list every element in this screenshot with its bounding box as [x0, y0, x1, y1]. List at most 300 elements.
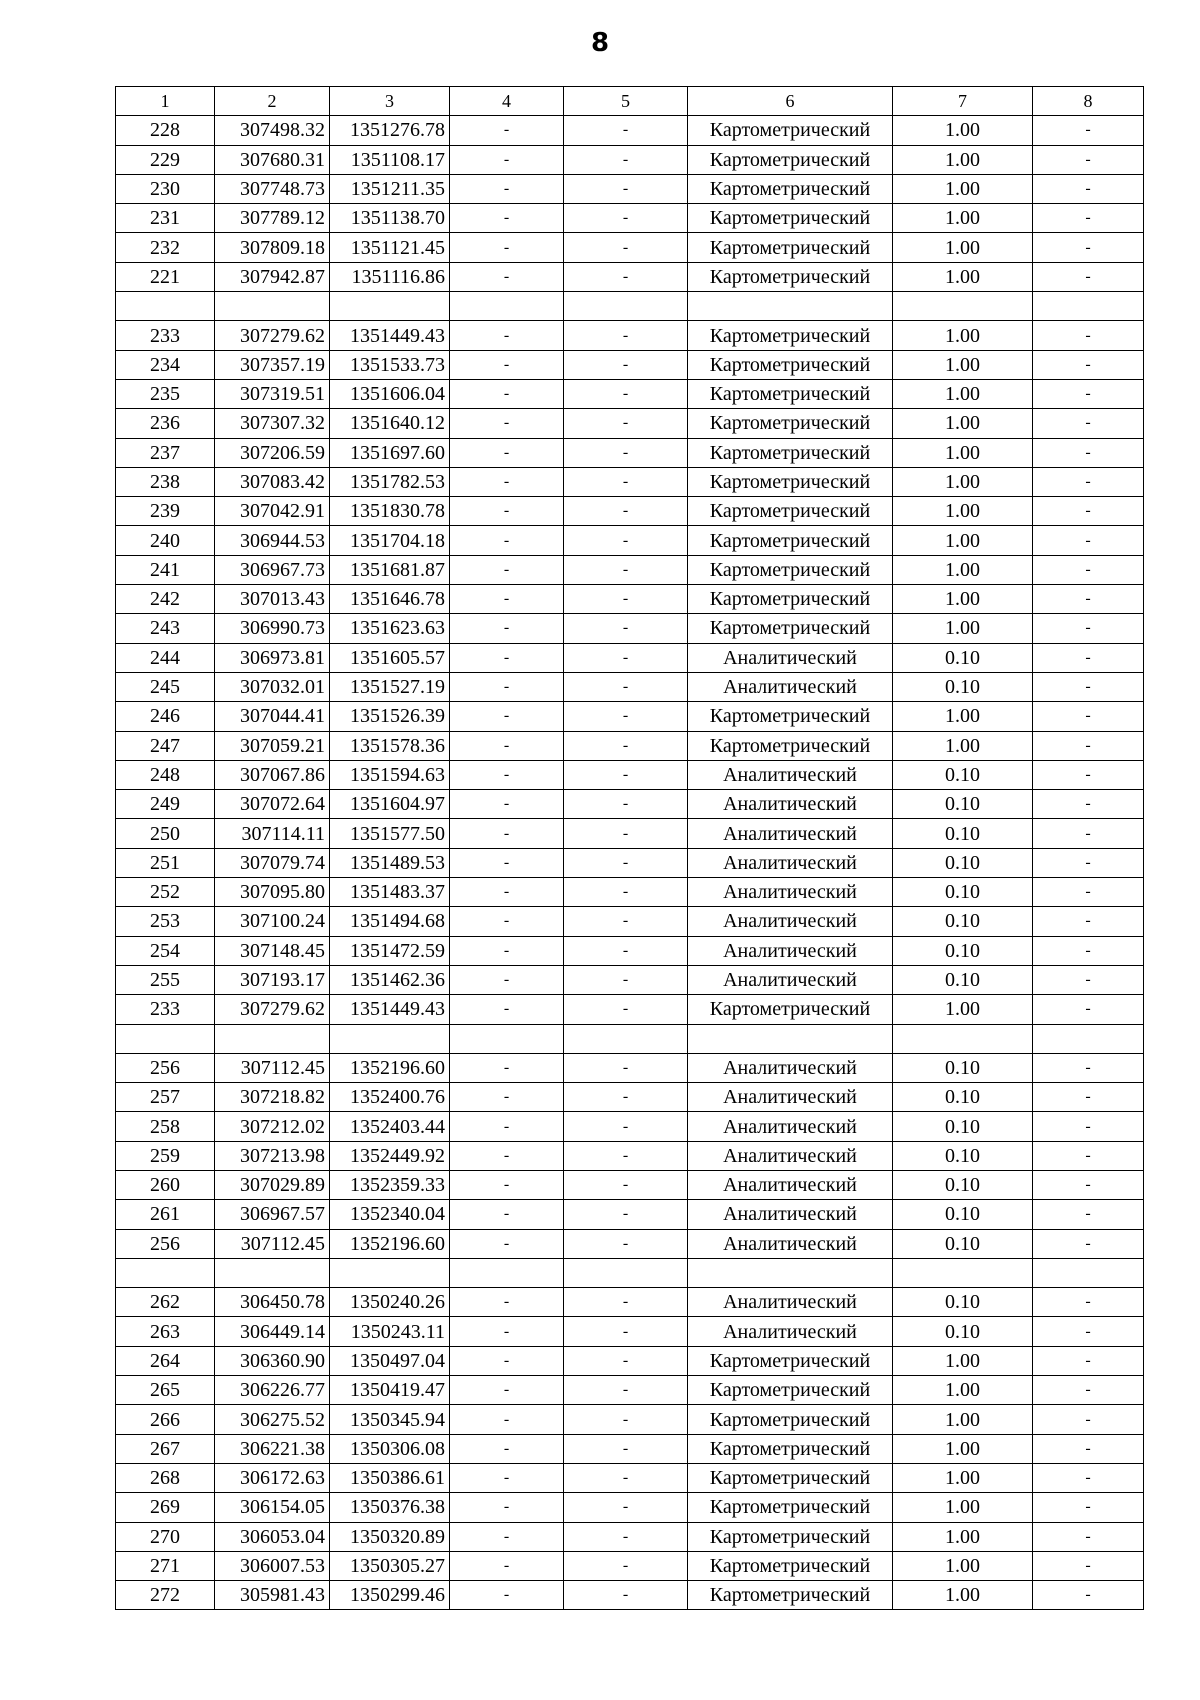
table-cell: - [450, 907, 564, 936]
table-cell: 1352340.04 [330, 1200, 450, 1229]
table-cell: Картометрический [688, 1463, 893, 1492]
table-cell: Аналитический [688, 1083, 893, 1112]
table-cell: 1352196.60 [330, 1229, 450, 1258]
table-cell: - [450, 321, 564, 350]
table-cell: 0.10 [893, 1053, 1033, 1082]
table-cell: - [564, 760, 688, 789]
table-cell: - [1033, 702, 1144, 731]
table-cell: 1350419.47 [330, 1376, 450, 1405]
table-cell: - [564, 1112, 688, 1141]
table-cell: - [564, 907, 688, 936]
table-cell: Картометрический [688, 409, 893, 438]
table-cell: 0.10 [893, 760, 1033, 789]
table-cell: 242 [116, 585, 215, 614]
table-cell: - [1033, 526, 1144, 555]
table-cell: 252 [116, 878, 215, 907]
table-row [116, 907, 1144, 936]
table-cell: - [564, 555, 688, 584]
column-header: 3 [330, 87, 450, 116]
table-row [116, 672, 1144, 701]
table-cell: 251 [116, 848, 215, 877]
separator-row [116, 1024, 1144, 1053]
table-cell: Картометрический [688, 204, 893, 233]
table-cell: Картометрический [688, 174, 893, 203]
table-cell: - [564, 379, 688, 408]
table-cell: 1351138.70 [330, 204, 450, 233]
table-cell: 1351578.36 [330, 731, 450, 760]
table-cell: 307079.74 [215, 848, 330, 877]
table-cell: - [1033, 907, 1144, 936]
table-cell: 306154.05 [215, 1493, 330, 1522]
table-cell [688, 1024, 893, 1053]
table-cell: Аналитический [688, 936, 893, 965]
table-cell: - [450, 643, 564, 672]
table-cell: - [450, 790, 564, 819]
table-cell: 0.10 [893, 1141, 1033, 1170]
table-cell: 1351449.43 [330, 321, 450, 350]
table-cell: 1352403.44 [330, 1112, 450, 1141]
table-cell: - [564, 497, 688, 526]
table-cell: 1351533.73 [330, 350, 450, 379]
table-cell [116, 292, 215, 321]
table-cell: 229 [116, 145, 215, 174]
column-header: 8 [1033, 87, 1144, 116]
table-cell: - [1033, 116, 1144, 145]
table-cell: - [450, 760, 564, 789]
table-cell: 1351830.78 [330, 497, 450, 526]
table-cell: 307680.31 [215, 145, 330, 174]
table-cell: 270 [116, 1522, 215, 1551]
table-row [116, 1317, 1144, 1346]
table-cell: - [1033, 1112, 1144, 1141]
column-header: 6 [688, 87, 893, 116]
table-cell: 264 [116, 1346, 215, 1375]
table-cell: Картометрический [688, 1376, 893, 1405]
table-cell: Аналитический [688, 1288, 893, 1317]
table-cell: 1.00 [893, 614, 1033, 643]
table-cell: 228 [116, 116, 215, 145]
table-cell: - [450, 819, 564, 848]
table-cell: 230 [116, 174, 215, 203]
table-cell: 306360.90 [215, 1346, 330, 1375]
table-cell: - [1033, 672, 1144, 701]
table-cell: - [450, 1493, 564, 1522]
table-cell: 1351526.39 [330, 702, 450, 731]
table-cell: Аналитический [688, 1317, 893, 1346]
table-cell: 249 [116, 790, 215, 819]
table-cell: - [564, 174, 688, 203]
table-cell: 306990.73 [215, 614, 330, 643]
table-cell [450, 1258, 564, 1287]
table-cell: - [450, 1083, 564, 1112]
table-row [116, 1493, 1144, 1522]
table-row [116, 1170, 1144, 1199]
table-cell: 1.00 [893, 555, 1033, 584]
table-cell: 248 [116, 760, 215, 789]
table-cell: - [1033, 379, 1144, 408]
table-cell: - [564, 526, 688, 555]
table-cell: Картометрический [688, 438, 893, 467]
column-header: 2 [215, 87, 330, 116]
table-cell: - [1033, 1170, 1144, 1199]
table-cell: Картометрический [688, 1434, 893, 1463]
table-cell: 1351640.12 [330, 409, 450, 438]
table-cell: 307083.42 [215, 467, 330, 496]
table-row [116, 1551, 1144, 1580]
table-cell: - [1033, 350, 1144, 379]
table-cell: - [1033, 1288, 1144, 1317]
table-cell: Картометрический [688, 702, 893, 731]
table-cell: - [564, 995, 688, 1024]
table-cell: - [1033, 790, 1144, 819]
table-cell: - [450, 1376, 564, 1405]
table-cell: 1.00 [893, 1493, 1033, 1522]
table-row [116, 614, 1144, 643]
table-cell: 0.10 [893, 936, 1033, 965]
table-cell: - [1033, 409, 1144, 438]
table-cell [564, 292, 688, 321]
table-cell: - [450, 965, 564, 994]
table-cell: Картометрический [688, 116, 893, 145]
table-cell: 1.00 [893, 116, 1033, 145]
table-cell: - [450, 672, 564, 701]
table-cell: 307100.24 [215, 907, 330, 936]
table-cell [116, 1258, 215, 1287]
table-cell: Аналитический [688, 819, 893, 848]
table-cell: 0.10 [893, 848, 1033, 877]
table-cell: 240 [116, 526, 215, 555]
table-cell: 307498.32 [215, 116, 330, 145]
table-cell: 262 [116, 1288, 215, 1317]
table-cell: 246 [116, 702, 215, 731]
table-cell: 1350345.94 [330, 1405, 450, 1434]
table-cell: 307112.45 [215, 1053, 330, 1082]
table-cell: - [564, 1522, 688, 1551]
table-row [116, 1288, 1144, 1317]
table-cell: 260 [116, 1170, 215, 1199]
table-cell: - [564, 848, 688, 877]
table-cell [1033, 1258, 1144, 1287]
table-cell: 307218.82 [215, 1083, 330, 1112]
table-row [116, 1522, 1144, 1551]
table-cell: 268 [116, 1463, 215, 1492]
table-cell: 0.10 [893, 790, 1033, 819]
table-cell: 1.00 [893, 467, 1033, 496]
table-cell: - [564, 1229, 688, 1258]
table-cell: 307042.91 [215, 497, 330, 526]
table-cell: 307013.43 [215, 585, 330, 614]
table-cell: - [564, 350, 688, 379]
table-cell: 243 [116, 614, 215, 643]
table-row [116, 409, 1144, 438]
table-cell: 0.10 [893, 1200, 1033, 1229]
table-cell: 1.00 [893, 350, 1033, 379]
table-cell: 306973.81 [215, 643, 330, 672]
table-cell: 307059.21 [215, 731, 330, 760]
table-cell [215, 1258, 330, 1287]
table-cell: 256 [116, 1053, 215, 1082]
table-cell: 307067.86 [215, 760, 330, 789]
column-header: 5 [564, 87, 688, 116]
table-cell: 306449.14 [215, 1317, 330, 1346]
table-cell: 244 [116, 643, 215, 672]
table-cell: 1.00 [893, 995, 1033, 1024]
table-cell: 1351116.86 [330, 262, 450, 291]
table-cell: - [564, 1170, 688, 1199]
table-cell: Картометрический [688, 467, 893, 496]
table-cell: - [564, 965, 688, 994]
table-cell: 239 [116, 497, 215, 526]
table-cell: 265 [116, 1376, 215, 1405]
table-cell: 0.10 [893, 965, 1033, 994]
table-cell: 1351211.35 [330, 174, 450, 203]
table-cell [116, 1024, 215, 1053]
table-cell: - [450, 702, 564, 731]
table-cell: - [564, 614, 688, 643]
table-row [116, 790, 1144, 819]
table-cell: 307193.17 [215, 965, 330, 994]
table-cell: 1.00 [893, 379, 1033, 408]
table-cell: - [1033, 1551, 1144, 1580]
table-cell: Аналитический [688, 1170, 893, 1199]
table-row [116, 497, 1144, 526]
table-row [116, 731, 1144, 760]
table-cell: - [1033, 262, 1144, 291]
table-row [116, 1083, 1144, 1112]
table-row [116, 467, 1144, 496]
table-cell: 1351577.50 [330, 819, 450, 848]
table-cell: 1351108.17 [330, 145, 450, 174]
table-cell [1033, 1024, 1144, 1053]
table-cell: Картометрический [688, 1346, 893, 1375]
table-cell: 1351704.18 [330, 526, 450, 555]
table-cell: - [1033, 1581, 1144, 1610]
table-cell: - [450, 848, 564, 877]
table-cell: Картометрический [688, 145, 893, 174]
table-cell: 0.10 [893, 1317, 1033, 1346]
table-row [116, 262, 1144, 291]
table-cell: - [450, 1463, 564, 1492]
table-cell: 1.00 [893, 1376, 1033, 1405]
table-cell: 0.10 [893, 1083, 1033, 1112]
table-cell: - [450, 204, 564, 233]
table-cell: Аналитический [688, 790, 893, 819]
table-cell: - [450, 1346, 564, 1375]
table-cell: 1350240.26 [330, 1288, 450, 1317]
table-cell: 1351276.78 [330, 116, 450, 145]
table-cell: - [564, 672, 688, 701]
table-cell: - [1033, 1317, 1144, 1346]
table-cell: 236 [116, 409, 215, 438]
table-cell: 1350299.46 [330, 1581, 450, 1610]
table-cell [688, 1258, 893, 1287]
table-cell: 0.10 [893, 878, 1033, 907]
table-cell: 306007.53 [215, 1551, 330, 1580]
table-cell: - [564, 1346, 688, 1375]
table-cell: - [564, 643, 688, 672]
table-cell: 307789.12 [215, 204, 330, 233]
table-cell: 0.10 [893, 1229, 1033, 1258]
table-cell: Картометрический [688, 321, 893, 350]
table-cell: - [450, 1288, 564, 1317]
table-cell: 1351121.45 [330, 233, 450, 262]
table-body [116, 116, 1144, 1610]
table-row [116, 702, 1144, 731]
table-cell [893, 1024, 1033, 1053]
table-cell: - [450, 1170, 564, 1199]
table-cell: 1.00 [893, 1581, 1033, 1610]
table-cell: - [1033, 995, 1144, 1024]
table-cell: 263 [116, 1317, 215, 1346]
table-cell: Аналитический [688, 672, 893, 701]
table-cell [893, 292, 1033, 321]
table-cell: - [564, 585, 688, 614]
table-cell: Картометрический [688, 731, 893, 760]
table-cell: Аналитический [688, 760, 893, 789]
table-cell: 233 [116, 321, 215, 350]
table-cell: 245 [116, 672, 215, 701]
table-row [116, 936, 1144, 965]
table-cell: - [450, 1581, 564, 1610]
table-cell: - [1033, 233, 1144, 262]
table-cell: - [450, 262, 564, 291]
table-cell: 0.10 [893, 1112, 1033, 1141]
table-row [116, 350, 1144, 379]
table-cell: - [1033, 204, 1144, 233]
table-cell: 306450.78 [215, 1288, 330, 1317]
table-cell: 1.00 [893, 174, 1033, 203]
table-cell: - [450, 1200, 564, 1229]
table-cell: Картометрический [688, 1522, 893, 1551]
table-cell: 0.10 [893, 907, 1033, 936]
table-cell: Картометрический [688, 262, 893, 291]
table-cell: - [450, 497, 564, 526]
table-cell: 307748.73 [215, 174, 330, 203]
table-cell: Картометрический [688, 379, 893, 408]
table-cell: Аналитический [688, 1053, 893, 1082]
table-cell: 1350320.89 [330, 1522, 450, 1551]
table-cell: 306053.04 [215, 1522, 330, 1551]
table-cell: - [564, 1376, 688, 1405]
table-cell: - [450, 526, 564, 555]
table-cell: 307307.32 [215, 409, 330, 438]
table-cell: 1.00 [893, 321, 1033, 350]
table-cell: 266 [116, 1405, 215, 1434]
table-cell: 307279.62 [215, 995, 330, 1024]
table-cell: 1351606.04 [330, 379, 450, 408]
table-cell: 1.00 [893, 1463, 1033, 1492]
table-cell: - [450, 878, 564, 907]
table-cell: 307357.19 [215, 350, 330, 379]
table-cell: 306944.53 [215, 526, 330, 555]
table-cell: 235 [116, 379, 215, 408]
table-cell [330, 292, 450, 321]
table-cell: 305981.43 [215, 1581, 330, 1610]
table-cell: 1351489.53 [330, 848, 450, 877]
table-cell: 231 [116, 204, 215, 233]
table-row [116, 174, 1144, 203]
table-cell: Аналитический [688, 907, 893, 936]
table-cell: 1351681.87 [330, 555, 450, 584]
table-cell [1033, 292, 1144, 321]
table-cell: - [450, 1053, 564, 1082]
table-cell: - [1033, 438, 1144, 467]
table-cell: 306967.57 [215, 1200, 330, 1229]
table-cell: 1352400.76 [330, 1083, 450, 1112]
table-cell: 259 [116, 1141, 215, 1170]
table-cell: - [564, 467, 688, 496]
table-cell: 1.00 [893, 438, 1033, 467]
table-row [116, 233, 1144, 262]
table-cell: - [1033, 936, 1144, 965]
table-cell: 261 [116, 1200, 215, 1229]
table-cell: 1350243.11 [330, 1317, 450, 1346]
table-row [116, 965, 1144, 994]
page-number: 8 [590, 28, 610, 58]
table-cell: 307114.11 [215, 819, 330, 848]
table-cell: 271 [116, 1551, 215, 1580]
table-cell: - [564, 936, 688, 965]
table-cell: 267 [116, 1434, 215, 1463]
table-cell: - [564, 1317, 688, 1346]
table-cell: - [450, 1405, 564, 1434]
table-cell: 1351604.97 [330, 790, 450, 819]
table-cell: 306172.63 [215, 1463, 330, 1492]
table-row [116, 760, 1144, 789]
table-cell: 1351605.57 [330, 643, 450, 672]
table-cell: - [450, 379, 564, 408]
table-cell: - [564, 116, 688, 145]
table-cell [450, 1024, 564, 1053]
table-cell [330, 1024, 450, 1053]
table-cell: - [564, 1200, 688, 1229]
table-cell: 1351494.68 [330, 907, 450, 936]
table-cell: - [450, 409, 564, 438]
table-cell: - [564, 438, 688, 467]
table-cell: 1.00 [893, 233, 1033, 262]
separator-row [116, 1258, 1144, 1287]
table-row [116, 1229, 1144, 1258]
table-cell: - [564, 204, 688, 233]
table-cell: 307279.62 [215, 321, 330, 350]
table-cell: Картометрический [688, 526, 893, 555]
table-cell: 1.00 [893, 409, 1033, 438]
table-cell [215, 292, 330, 321]
table-cell: Аналитический [688, 1112, 893, 1141]
table-cell: 307206.59 [215, 438, 330, 467]
table-cell: 1.00 [893, 1551, 1033, 1580]
table-cell: - [1033, 1346, 1144, 1375]
table-cell: Аналитический [688, 1141, 893, 1170]
table-cell: 254 [116, 936, 215, 965]
table-cell: - [564, 1551, 688, 1580]
table-cell: 307032.01 [215, 672, 330, 701]
table-cell: - [564, 790, 688, 819]
table-cell: 1352449.92 [330, 1141, 450, 1170]
table-cell: - [564, 1141, 688, 1170]
table-cell: 258 [116, 1112, 215, 1141]
table-cell: 1350497.04 [330, 1346, 450, 1375]
table-cell: - [1033, 643, 1144, 672]
table-row [116, 1405, 1144, 1434]
table-cell: - [1033, 585, 1144, 614]
table-cell: - [1033, 1200, 1144, 1229]
table-cell: 1351646.78 [330, 585, 450, 614]
separator-row [116, 292, 1144, 321]
table-cell: 1.00 [893, 1405, 1033, 1434]
table-cell: - [1033, 760, 1144, 789]
table-cell: 241 [116, 555, 215, 584]
